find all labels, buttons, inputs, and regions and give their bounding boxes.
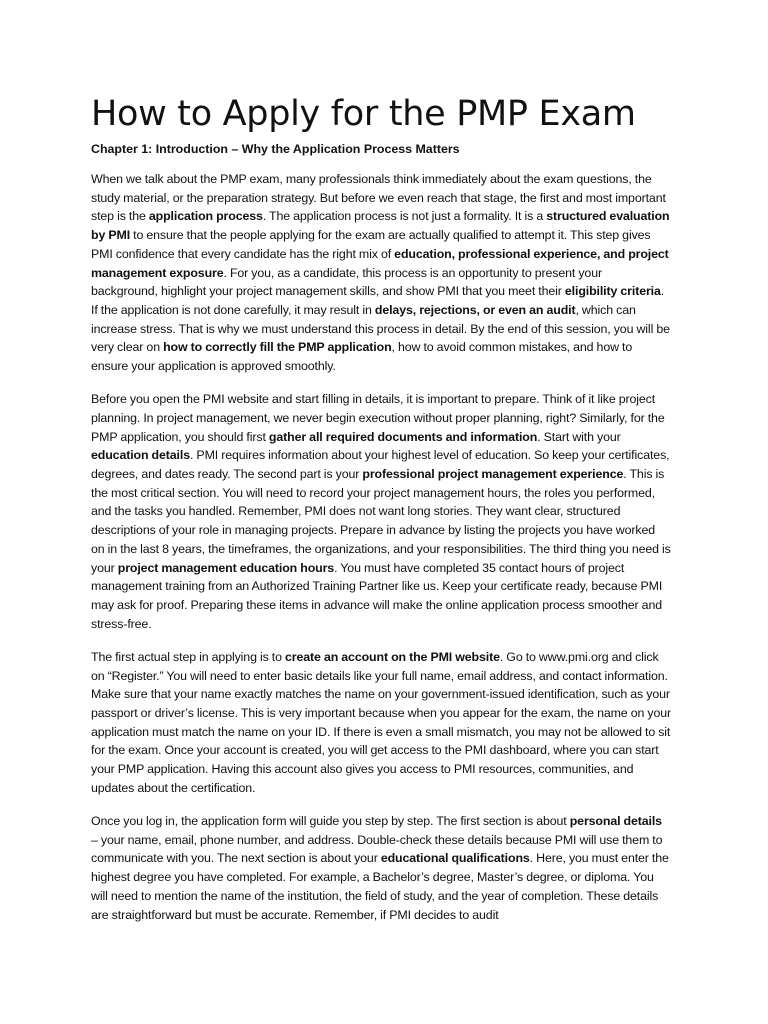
text-run: – your name, email, phone number, and address. Double-check these details because PMI will use them to communicate with you. The next section is about your <box>91 832 663 866</box>
text-run: , which can increase stress. That is why we must understand this process in detail. By the end of this session, you will be very clear on <box>91 302 670 355</box>
text-run: . Here, you must enter the highest degree you have completed. For example, a Bachelor’s degree, Master’s degree, or diploma. You will need to mention the name of the institution, the field of study, and the year of completion. These details are straightforward but must be accurate. Remember, if PMI decides to audit <box>91 851 669 922</box>
bold-phrase: project management education hours <box>117 560 335 575</box>
text-run: . Start with your <box>537 429 621 444</box>
paragraph-introduction <box>91 170 671 376</box>
bold-phrase: structured evaluation by PMI <box>91 209 670 243</box>
text-run: . The application process is not just a formality. It is a <box>262 209 547 224</box>
bold-phrase: educational qualifications <box>380 851 530 866</box>
bold-phrase: personal details <box>569 814 662 828</box>
bold-phrase: professional project management experience <box>362 467 624 482</box>
bold-phrase: education, professional experience, and project management exposure <box>91 246 669 280</box>
text-run: , how to avoid common mistakes, and how to ensure your application is approved smoothly. <box>91 340 633 374</box>
document-page <box>91 0 671 924</box>
text-run: . For you, as a candidate, this process is an opportunity to present your background, highlight your project management skills, and show PMI that you meet their <box>91 265 602 299</box>
text-run: The first actual step in applying is to <box>91 649 286 664</box>
paragraph-application-form <box>91 812 671 924</box>
text-run: Once you log in, the application form will guide you step by step. The first section is about <box>91 814 570 828</box>
bold-phrase: eligibility criteria <box>564 284 661 299</box>
bold-phrase: education details <box>91 448 190 463</box>
text-run: to ensure that the people applying for the exam are actually qualified to attempt it. This step gives PMI confidence that every candidate has the right mix of <box>91 228 651 261</box>
paragraph-create-account <box>91 648 671 798</box>
text-run: . Go to www.pmi.org and click on “Register.” You will need to enter basic details like your full name, email address, and contact information. Make sure that your name exactly matches the name on your government-issued identification, such as your passport or driver’s license. This is very important because when you appear for the exam, the name on your application must match the name on your ID. If there is even a small mismatch, you may not be allowed to sit for the exam. Once your account is created, you will get access to the PMI dashboard, where you can start your PMP application. Having this account also gives you access to PMI resources, communities, and updates about the certification. <box>91 649 671 795</box>
text-run: . If the application is not done carefully, it may result in <box>91 284 665 317</box>
bold-phrase: gather all required documents and information <box>268 429 538 444</box>
text-run: . You must have completed 35 contact hours of project management training from an Authorized Training Partner like us. Keep your certificate ready, because PMI may ask for proof. Preparing these items in advance will make the online application process smoother and stress-free. <box>91 560 663 631</box>
bold-phrase: delays, rejections, or even an audit <box>374 302 576 317</box>
bold-phrase: create an account on the PMI website <box>285 649 500 664</box>
bold-phrase: application process <box>148 209 263 224</box>
bold-phrase: how to correctly fill the PMP application <box>163 340 392 355</box>
text-run: . PMI requires information about your highest level of education. So keep your certificates, degrees, and dates ready. The second part is your <box>91 448 670 482</box>
text-run: . This is the most critical section. You will need to record your project management hours, the roles you performed, and the tasks you handled. Remember, PMI does not want long stories. They want clear, structured descriptions of your role in managing projects. Prepare in advance by listing the projects you have worked on in the last 8 years, the timeframes, the organizations, and your responsibilities. The third thing you need is your <box>91 467 671 575</box>
text-run: Before you open the PMI website and start filling in details, it is important to prepare. Think of it like project planning. In project management, we never begin execution without proper planning, right? Similarly, for the PMP application, you should first <box>91 392 665 444</box>
text-run: When we talk about the PMP exam, many professionals think immediately about the exam questions, the study material, or the preparation strategy. But before we even reach that stage, the first and most important step is the <box>91 172 666 224</box>
document-body <box>91 170 671 924</box>
chapter-heading: Chapter 1: Introduction – Why the Application Process Matters <box>91 142 460 156</box>
document-title: How to Apply for the PMP Exam <box>91 94 636 134</box>
paragraph-preparation <box>91 390 671 633</box>
